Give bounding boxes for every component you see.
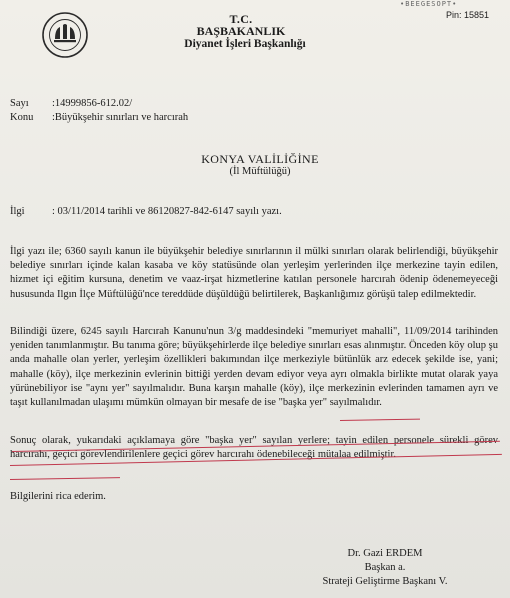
closing-text: Bilgilerini rica ederim.	[10, 491, 106, 502]
paragraph-2-text: Bilindiği üzere, 6245 sayılı Harcırah Kanunu'nun 3/g maddesindeki "memuriyet mahalli", 11/09/2014 tarihinden yeniden tanımlanmıştır. Bu tanıma göre; büyükşehirlerde ilçe belediye sınırları esas alınmıştır. Önceden köy olup şu anda mahalle olan yerler, yerleşim özellikleri bakımından ilçe merkeziyle bütünlük arz edecek şekilde ise, yani; mahalle (köy), ilçe merkezinin evlerinin bittiği yerden devam ediyor veya ayrı olmakla birlikte mutat olarak yaya yürünebiliyor ise "aynı yer" sayılmalıdır. Buna karşın mahalle (köy), ilçe merkezinin evlerinden tamamen ayrı ve taşıt kullanılmadan ulaşımı mümkün olmayan bir mesafe de ise "başka yer" sayılmalıdır.	[10, 326, 498, 409]
addressee-subtitle: (İl Müftülüğü)	[229, 166, 291, 177]
paragraph-3	[10, 434, 498, 462]
signature-name: Dr. Gazi ERDEM	[347, 548, 423, 559]
pin-number: Pin: 15851	[446, 10, 490, 20]
header-ministry: BAŞBAKANLIK	[196, 24, 286, 38]
addressee-title: KONYA VALİLİĞİNE	[201, 152, 319, 166]
header-directorate: Diyanet İşleri Başkanlığı	[184, 38, 306, 50]
konu-label: Konu	[10, 112, 34, 123]
header-tc: T.C.	[229, 12, 253, 26]
paragraph-2	[10, 325, 498, 410]
konu-value: :Büyükşehir sınırları ve harcırah	[52, 112, 189, 123]
ilgi-label: İlgi	[10, 206, 25, 217]
diyanet-seal-logo	[42, 12, 88, 58]
pen-underline-4	[10, 477, 120, 480]
signature-title: Strateji Geliştirme Başkanı V.	[322, 576, 448, 587]
closing	[10, 490, 498, 504]
top-code: •BEEGESOPT•	[400, 0, 458, 8]
paragraph-1	[10, 245, 498, 302]
sayi-label: Sayı	[10, 98, 29, 109]
ilgi-text: : 03/11/2014 tarihli ve 86120827-842-6147 sayılı yazı.	[52, 206, 282, 217]
signature-role: Başkan a.	[364, 562, 406, 573]
paragraph-1-text: İlgi yazı ile; 6360 sayılı kanun ile büyükşehir belediye sınırlarının il mülki sınırları olarak belirlendiği, büyükşehir belediye sınırları içinde kalan kasaba ve köy statüsünde olan yerleşim yerlerinden ilçe merkezine tayin edilen, hizmet içi eğitim kursuna, denetim ve vaaz-irşat hizmetlerine katılan personele harcırah ödenip ödenemeyeceği hususunda Ilgın İlçe Müftülüğü'nce tereddüde düşüldüğü belirtilerek, Başkanlığımız görüşü talep edilmektedir.	[10, 246, 498, 300]
sayi-value: :14999856-612.02/	[52, 98, 133, 109]
pen-underline-1	[340, 419, 420, 421]
paragraph-3-text: Sonuç olarak, yukarıdaki açıklamaya göre "başka yer" sayılan yerlere; tayin edilen personele sürekli görev harcırahı, geçici görevlendirilenlere geçici görev harcırahı ödenebileceği mütalaa edilmiştir.	[10, 435, 498, 461]
